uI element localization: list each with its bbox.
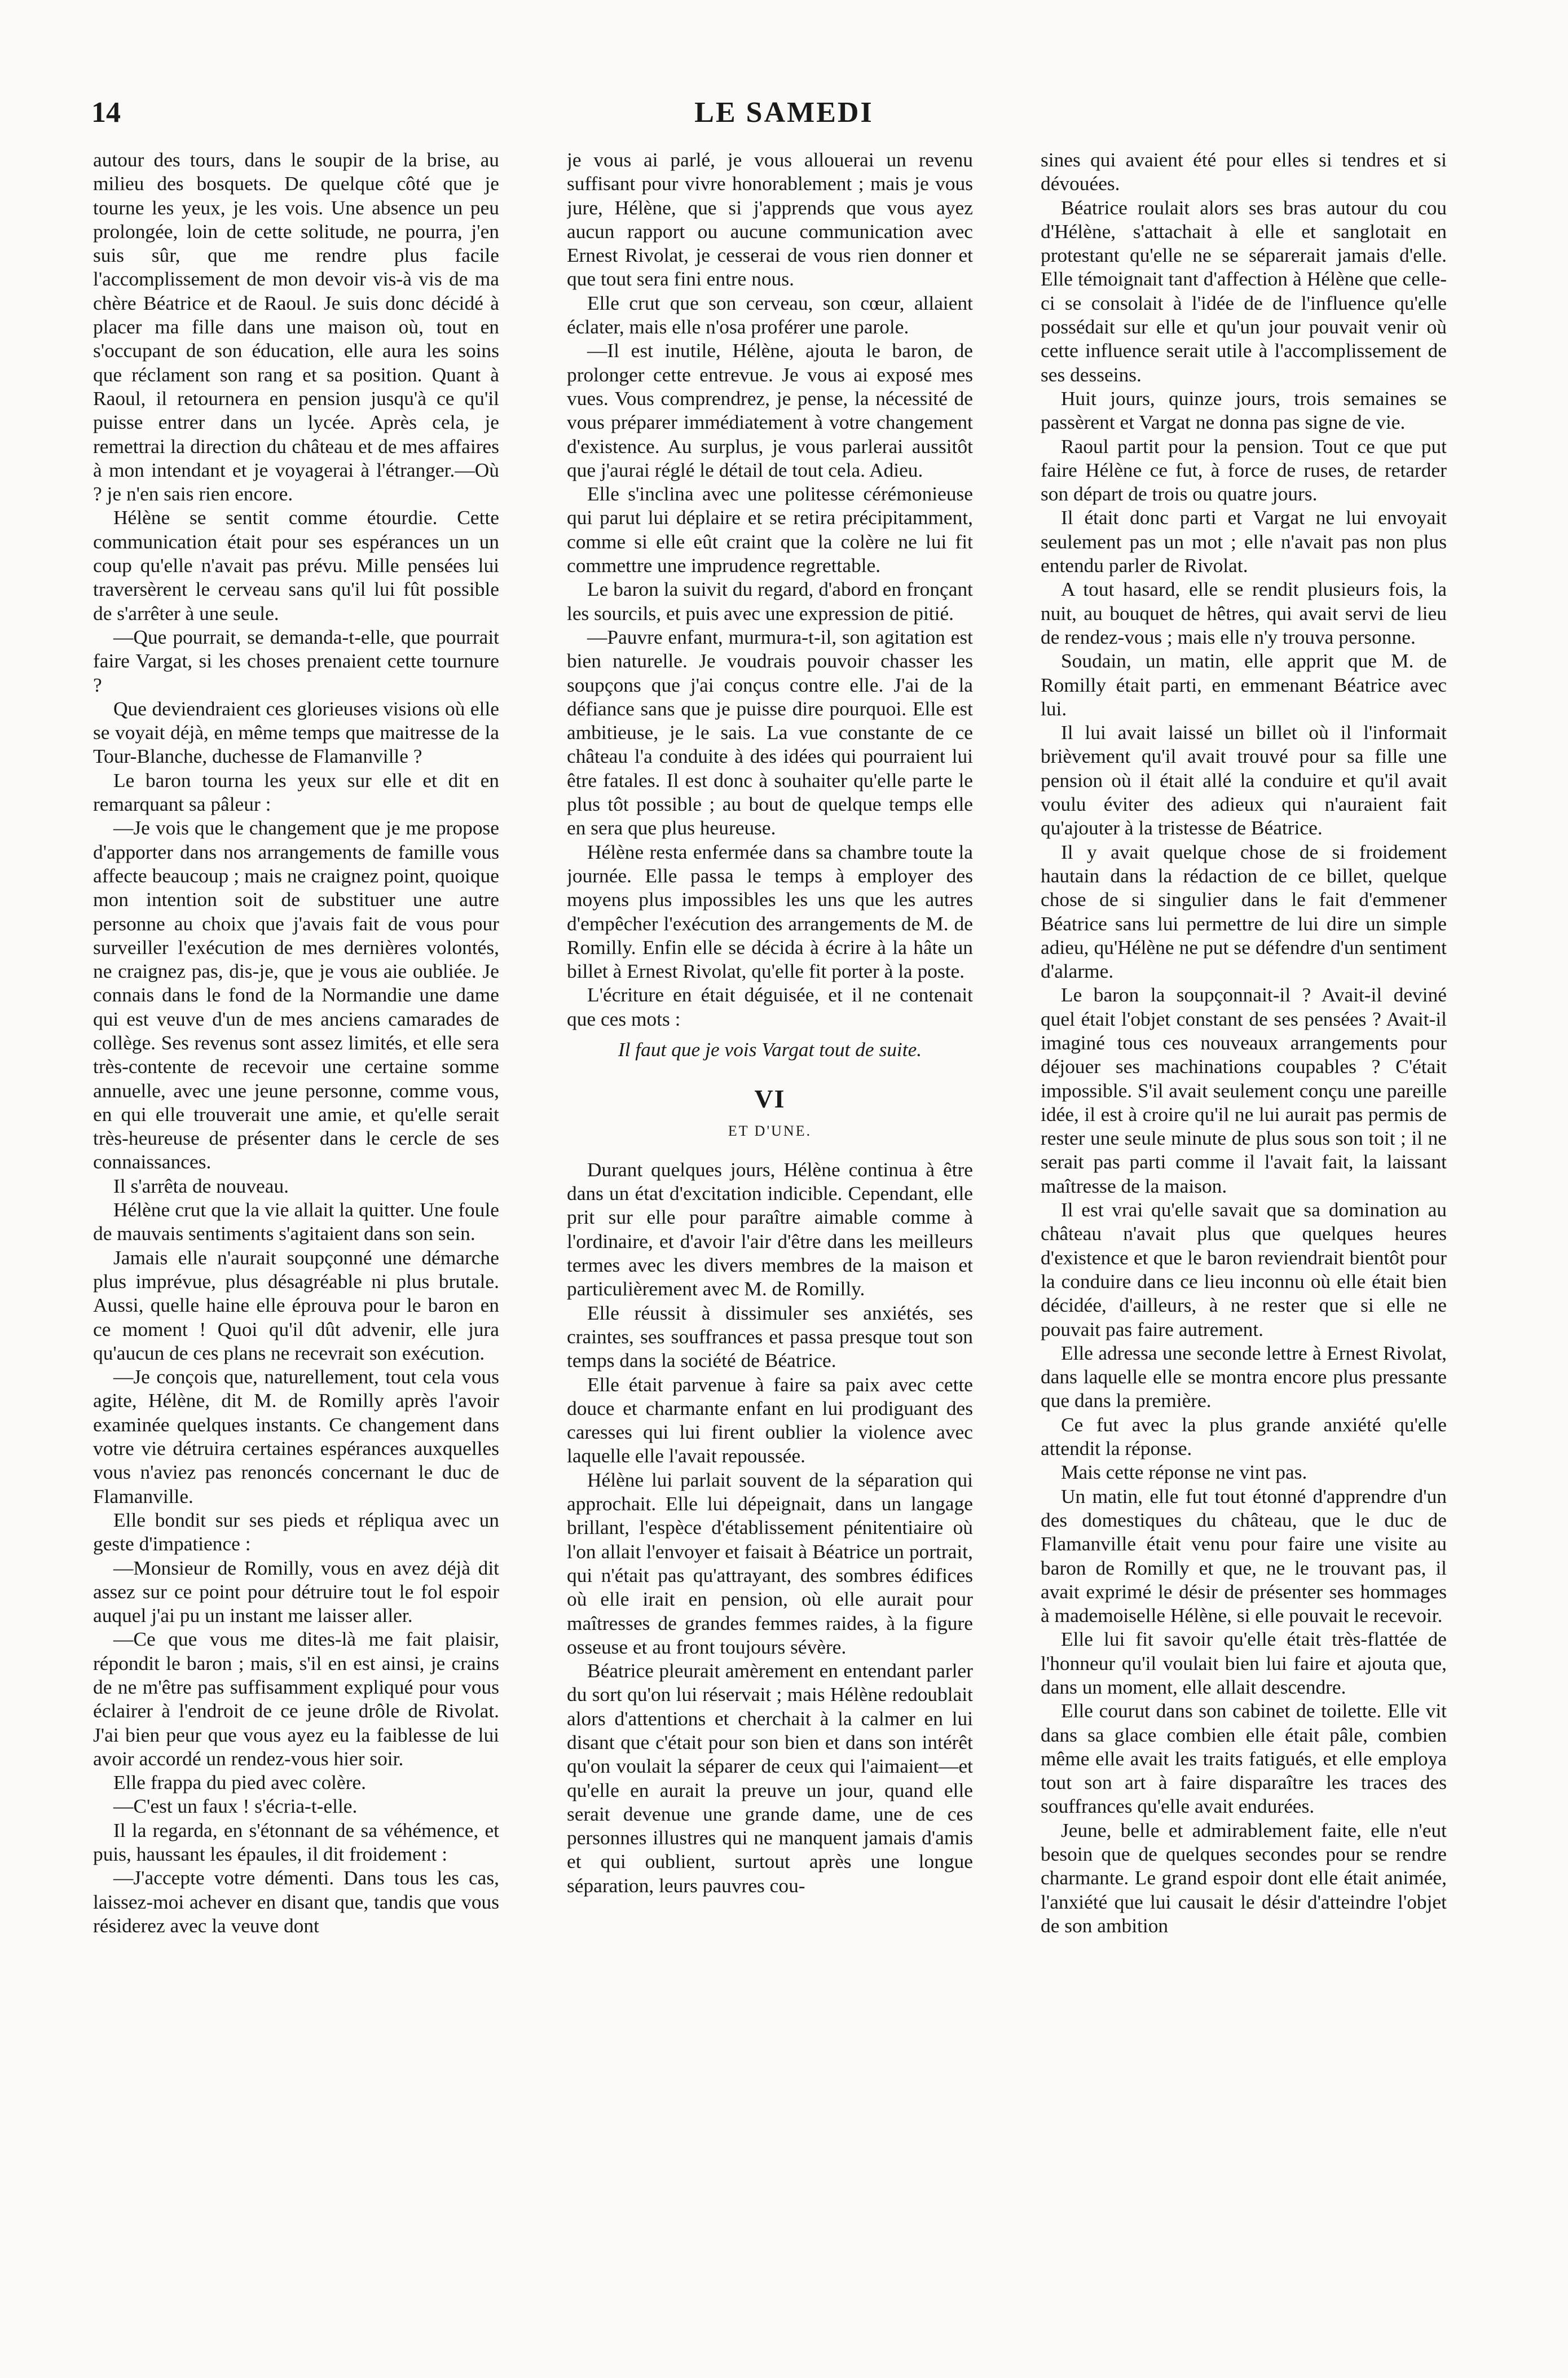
paragraph: Mais cette réponse ne vint pas. [1061, 1461, 1307, 1484]
paragraph: Raoul partit pour la pension. Tout ce que put faire Hélène ce fut, à force de ruses, de retarder son départ de trois ou quatre jours. [1041, 434, 1447, 506]
paragraph: —Il est inutile, Hélène, ajouta le baron, de prolonger cette entrevue. Je vous ai exposé mes vues. Vous comprendrez, je pense, la nécessité de vous préparer immédiatement à votre changement d'existence. Au surplus, je vous parlerai aussitôt que j'aurai réglé le détail de tout cela. Adieu. [567, 339, 973, 481]
chapter-number: VI [754, 1084, 786, 1114]
paragraph: Soudain, un matin, elle apprit que M. de Romilly était parti, en emmenant Béatrice avec lui. [1041, 649, 1447, 720]
paragraph: Durant quelques jours, Hélène continua à être dans un état d'excitation indicible. Cependant, elle prit sur elle pour paraître aimable comme à l'ordinaire, et d'avoir l'air d'être dans les meilleurs termes avec les divers membres de la maison et particulièrement avec M. de Romilly. [567, 1158, 973, 1300]
paragraph: —Ce que vous me dites-là me fait plaisir, répondit le baron ; mais, s'il en est ainsi, je crains de ne m'être pas suffisamment expliqué pour vous éclairer à l'endroit de ce jeune drôle de Rivolat. J'ai bien peur que vous ayez eu la faiblesse de lui avoir accordé un rendez-vous hier soir. [93, 1628, 499, 1770]
paragraph: Elle frappa du pied avec colère. [113, 1771, 367, 1794]
paragraph: —Que pourrait, se demanda-t-elle, que pourrait faire Vargat, si les choses prenaient cette tournure ? [93, 625, 499, 696]
text-column-1 [93, 148, 499, 2303]
paragraph: —J'accepte votre démenti. Dans tous les cas, laissez-moi achever en disant que, tandis que vous résiderez avec la veuve dont [93, 1866, 499, 1937]
paragraph: Elle s'inclina avec une politesse cérémonieuse qui parut lui déplaire et se retira précipitamment, comme si elle eût craint que la colère ne lui fit commettre une imprudence regrettable. [567, 482, 973, 577]
paragraph: Que deviendraient ces glorieuses visions où elle se voyait déjà, en même temps que maitresse de la Tour-Blanche, duchesse de Flamanville ? [93, 697, 499, 768]
text-column-3 [1041, 148, 1447, 2303]
paragraph: Il est vrai qu'elle savait que sa domination au château n'avait plus que quelques heures d'existence et que le baron reviendrait bientôt pour la conduire dans ce lieu inconnu où elle était bien décidée, d'ailleurs, à ne rester que si elle ne pouvait pas faire autrement. [1041, 1198, 1447, 1340]
paragraph: Il s'arrêta de nouveau. [113, 1174, 289, 1197]
journal-title: LE SAMEDI [694, 96, 874, 129]
paragraph: Elle bondit sur ses pieds et répliqua avec un geste d'impatience : [93, 1508, 499, 1555]
paragraph: Elle lui fit savoir qu'elle était très-flattée de l'honneur qu'il voulait bien lui faire et ajouta que, dans un moment, elle allait descendre. [1041, 1628, 1447, 1698]
paragraph: —Pauvre enfant, murmura-t-il, son agitation est bien naturelle. Je voudrais pouvoir chasser les soupçons que j'ai conçus contre elle. J'ai de la défiance sans que je puisse dire pourquoi. Elle est ambitieuse, je le sais. La vue constante de ce château l'a conduite à des idées qui pourraient lui être fatales. Il est donc à souhaiter qu'elle parte le plus tôt possible ; au bout de quelque temps elle en sera que plus heureuse. [567, 625, 973, 839]
paragraph: Béatrice pleurait amèrement en entendant parler du sort qu'on lui réservait ; mais Hélène redoublait alors d'attentions et cherchait à la calmer en lui disant que c'était pour son bien et dans son intérêt qu'on voulait la séparer de ceux qui l'aimaient—et qu'elle en aurait la preuve un jour, quand elle serait devenue une grande dame, une de ces personnes illustres qui ne manquent jamais d'amis et qui oublient, surtout après une longue séparation, leurs pauvres cou- [567, 1659, 973, 1897]
paragraph: Il y avait quelque chose de si froidement hautain dans la rédaction de ce billet, quelque chose de si singulier dans le fait d'emmener Béatrice sans lui permettre de lui dire un simple adieu, qu'Hélène ne put se défendre d'un sentiment d'alarme. [1041, 840, 1447, 983]
paragraph: Le baron la suivit du regard, d'abord en fronçant les sourcils, et puis avec une expression de pitié. [567, 578, 973, 625]
chapter-title: ET D'UNE. [728, 1122, 812, 1139]
paragraph: sines qui avaient été pour elles si tendres et si dévouées. [1041, 148, 1447, 195]
page-header [0, 96, 1568, 141]
paragraph: Jeune, belle et admirablement faite, elle n'eut besoin que de quelques secondes pour se rendre charmante. Le grand espoir dont elle était animée, l'anxiété que lui causait le désir d'atteindre l'objet de son ambition [1041, 1818, 1447, 1937]
paragraph: Elle courut dans son cabinet de toilette. Elle vit dans sa glace combien elle était pâle, combien même elle avait les traits fatigués, et elle employa tout son art à faire disparaître les traces des souffrances qu'elle avait endurées. [1041, 1699, 1447, 1818]
paragraph: Elle réussit à dissimuler ses anxiétés, ses craintes, ses souffrances et passa presque tout son temps dans la société de Béatrice. [567, 1301, 973, 1372]
paragraph: —Monsieur de Romilly, vous en avez déjà dit assez sur ce point pour détruire tout le fol espoir auquel j'ai pu un instant me laisser aller. [93, 1556, 499, 1627]
paragraph: —Je conçois que, naturellement, tout cela vous agite, Hélène, dit M. de Romilly après l'avoir examinée quelques instants. Ce changement dans votre vie détruira certaines espérances auxquelles vous n'aviez pas renoncés concernant le duc de Flamanville. [93, 1365, 499, 1507]
paragraph: L'écriture en était déguisée, et il ne contenait que ces mots : [567, 983, 973, 1030]
paragraph: A tout hasard, elle se rendit plusieurs fois, la nuit, au bouquet de hêtres, qui avait servi de lieu de rendez-vous ; mais elle n'y trouva personne. [1041, 578, 1447, 648]
paragraph: —C'est un faux ! s'écria-t-elle. [113, 1795, 358, 1818]
page-number: 14 [91, 96, 121, 129]
paragraph: Elle était parvenue à faire sa paix avec cette douce et charmante enfant en lui prodiguant des caresses qui lui firent oublier la violence avec laquelle elle l'avait repoussée. [567, 1373, 973, 1467]
paragraph: Béatrice roulait alors ses bras autour du cou d'Hélène, s'attachait à elle et sanglotait en protestant qu'elle ne se séparerait jamais d'elle. Elle témoignait tant d'affection à Hélène que celle-ci se consolait à l'idée de de l'influence qu'elle possédait sur elle et qu'un jour pouvait venir où cette influence serait utile à l'accomplissement de ses desseins. [1041, 196, 1447, 386]
paragraph: Huit jours, quinze jours, trois semaines se passèrent et Vargat ne donna pas signe de vie. [1041, 386, 1447, 434]
paragraph: Hélène se sentit comme étourdie. Cette communication était pour ses espérances un un coup qu'elle n'avait pas prévu. Mille pensées lui traversèrent le cerveau sans qu'il lui fût possible de s'arrêter à une seule. [93, 506, 499, 625]
paragraph: autour des tours, dans le soupir de la brise, au milieu des bosquets. De quelque côté que je tourne les yeux, je les vois. Une absence un peu prolongée, loin de cette solitude, ne pourra, j'en suis sûr, que me rendre plus facile l'accomplissement de mon devoir vis-à vis de ma chère Béatrice et de Raoul. Je suis donc décidé à placer ma fille dans une maison où, tout en s'occupant de son éducation, elle aura les soins que réclament son rang et sa position. Quant à Raoul, il retournera en pension jusqu'à ce qu'il puisse entrer dans un lycée. Après cela, je remettrai la direction du château et de mes affaires à mon intendant et je voyagerai à l'étranger.—Où ? je n'en sais rien encore. [93, 148, 499, 506]
paragraph: Hélène resta enfermée dans sa chambre toute la journée. Elle passa le temps à employer des moyens plus impossibles les uns que les autres d'empêcher l'exécution des arrangements de M. de Romilly. Enfin elle se décida à écrire à la hâte un billet à Ernest Rivolat, qu'elle fit porter à la poste. [567, 840, 973, 983]
paragraph: Un matin, elle fut tout étonné d'apprendre d'un des domestiques du château, que le duc de Flamanville était venu pour faire une visite au baron de Romilly et que, ne le trouvant pas, il avait exprimé le désir de présenter ses hommages à mademoiselle Hélène, si elle pouvait le recevoir. [1041, 1484, 1447, 1627]
paragraph: je vous ai parlé, je vous allouerai un revenu suffisant pour vivre honorablement ; mais je vous jure, Hélène, que si j'apprends que vous ayez aucun rapport ou aucune communication avec Ernest Rivolat, je cesserai de vous rien donner et que tout sera fini entre nous. [567, 148, 973, 291]
paragraph: Le baron tourna les yeux sur elle et dit en remarquant sa pâleur : [93, 768, 499, 816]
paragraph: Ce fut avec la plus grande anxiété qu'elle attendit la réponse. [1041, 1413, 1447, 1460]
paragraph: Elle adressa une seconde lettre à Ernest Rivolat, dans laquelle elle se montra encore plus pressante que dans la première. [1041, 1341, 1447, 1412]
text-column-2 [567, 148, 973, 2303]
paragraph: Il la regarda, en s'étonnant de sa véhémence, et puis, haussant les épaules, il dit froidement : [93, 1818, 499, 1866]
paragraph: Jamais elle n'aurait soupçonné une démarche plus imprévue, plus désagréable ni plus brutale. Aussi, quelle haine elle éprouva pour le baron en ce moment ! Quoi qu'il dût advenir, elle jura qu'aucun de ces plans ne recevrait son exécution. [93, 1246, 499, 1364]
paragraph: Hélène lui parlait souvent de la séparation qui approchait. Elle lui dépeignait, dans un langage brillant, l'espèce d'établissement pénitentiaire où l'on allait l'envoyer et faisait à Béatrice un portrait, qui n'était pas qu'attrayant, des sombres édifices où elle irait en pension, où elle aurait pour maîtresses de grandes femmes raides, à la figure osseuse et au front toujours sévère. [567, 1468, 973, 1658]
paragraph: Elle crut que son cerveau, son cœur, allaient éclater, mais elle n'osa proférer une parole. [567, 291, 973, 339]
paragraph: Le baron la soupçonnait-il ? Avait-il deviné quel était l'objet constant de ses pensées ? Avait-il imaginé tous ces nouveaux arrangements pour déjouer ses machinations coupables ? C'était impossible. S'il avait seulement conçu une pareille idée, il est à croire qu'il ne lui aurait pas permis de rester une seule minute de plus sous son toit ; il ne serait pas parti comme il l'avait fait, la laissant maîtresse de la maison. [1041, 983, 1447, 1197]
paragraph: Il était donc parti et Vargat ne lui envoyait seulement pas un mot ; elle n'avait pas non plus entendu parler de Rivolat. [1041, 506, 1447, 577]
paragraph: —Je vois que le changement que je me propose d'apporter dans nos arrangements de famille vous affecte beaucoup ; mais ne craignez point, quoique mon intention soit de substituer une autre personne au choix que j'avais fait de vous pour surveiller l'exécution de mes dernières volontés, ne craignez pas, dis-je, que je vous aie oubliée. Je connais dans le fond de la Normandie une dame qui est veuve d'un de mes anciens camarades de collège. Ses revenus sont assez limités, et elle sera très-contente de recevoir une certaine somme annuelle, avec une jeune personne, comme vous, en qui elle trouverait une amie, et qu'elle serait très-heureuse de présenter dans le cercle de ses connaissances. [93, 816, 499, 1173]
paragraph: Hélène crut que la vie allait la quitter. Une foule de mauvais sentiments s'agitaient dans son sein. [93, 1198, 499, 1245]
letter-quote: Il faut que je vois Vargat tout de suite. [618, 1038, 922, 1061]
paragraph: Il lui avait laissé un billet où il l'informait brièvement qu'il avait trouvé pour sa fille une pension où il était allé la conduire et qu'il avait voulu éviter des adieux qui n'auraient fait qu'ajouter à la tristesse de Béatrice. [1041, 721, 1447, 839]
